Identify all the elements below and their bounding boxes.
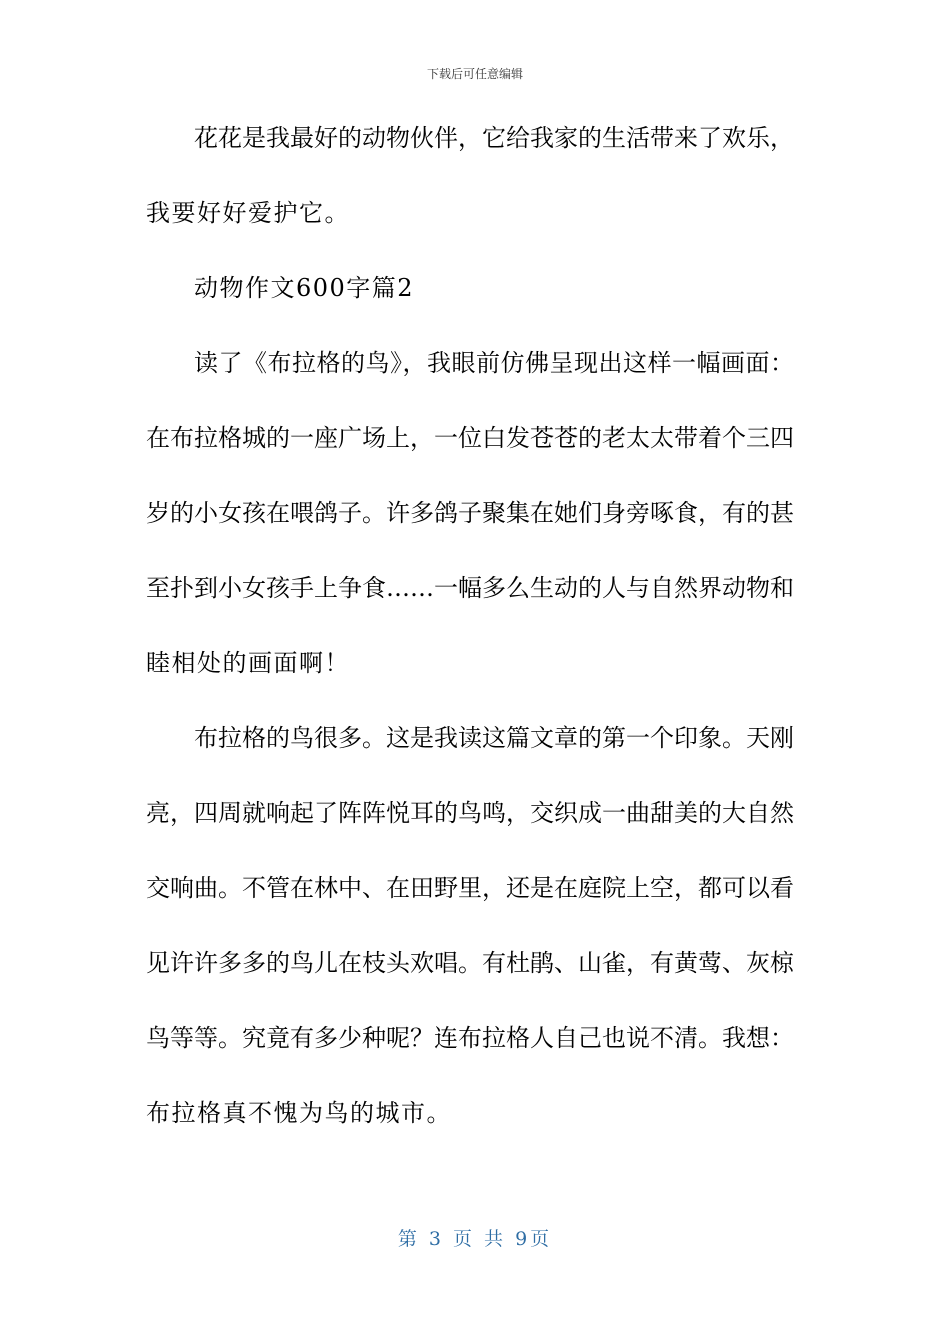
text-line: 我要好好爱护它。 — [146, 199, 350, 227]
text-line: 至扑到小女孩手上争食……一幅多么生动的人与自然界动物和 — [146, 574, 794, 602]
page-header: 下载后可任意编辑 — [426, 67, 523, 81]
text-line: 读了《布拉格的鸟》，我眼前仿佛呈现出这样一幅画面： — [194, 349, 794, 377]
text-line: 岁的小女孩在喂鸽子。许多鸽子聚集在她们身旁啄食，有的甚 — [146, 499, 794, 527]
text-line: 花花是我最好的动物伙伴，它给我家的生活带来了欢乐， — [194, 124, 794, 152]
text-line: 在布拉格城的一座广场上，一位白发苍苍的老太太带着个三四 — [146, 424, 794, 452]
page-number-footer: 第 3 页 共 9页 — [397, 1228, 553, 1250]
text-line: 睦相处的画面啊！ — [146, 649, 350, 677]
text-line: 见许许多多的鸟儿在枝头欢唱。有杜鹃、山雀，有黄莺、灰椋 — [146, 949, 794, 977]
section-heading: 动物作文600字篇2 — [194, 274, 415, 302]
text-line: 交响曲。不管在林中、在田野里，还是在庭院上空，都可以看 — [146, 874, 794, 902]
text-line: 布拉格的鸟很多。这是我读这篇文章的第一个印象。天刚 — [194, 724, 794, 752]
document-body — [146, 123, 794, 1173]
text-line: 鸟等等。究竟有多少种呢？连布拉格人自己也说不清。我想： — [146, 1024, 794, 1052]
text-line: 布拉格真不愧为鸟的城市。 — [146, 1099, 452, 1127]
text-line: 亮，四周就响起了阵阵悦耳的鸟鸣，交织成一曲甜美的大自然 — [146, 799, 794, 827]
